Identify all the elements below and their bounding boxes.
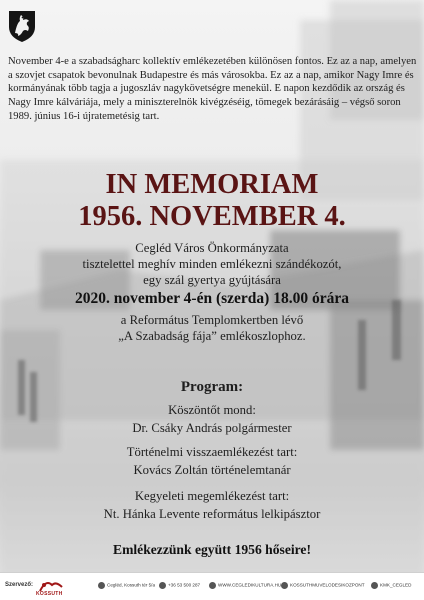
event-place-line-2: „A Szabadság fája” emlékoszlophoz.: [118, 329, 306, 343]
globe-icon: [209, 582, 216, 589]
program-person: Dr. Csáky András polgármester: [132, 421, 292, 435]
footer-bar: [0, 572, 424, 600]
event-place-line-1: a Református Templomkertben lévő: [120, 313, 304, 327]
title-line-1: IN MEMORIAM: [105, 169, 319, 200]
footer-instagram[interactable]: [371, 582, 411, 589]
instagram-icon: [371, 582, 378, 589]
facebook-text: KOSSUTHMUVELODESIKOZPONT: [290, 582, 365, 588]
intro-paragraph: November 4-e a szabadságharc kollektív emlékezetében különösen fontos. Ez az a nap, amelyen a szovjet csapatok bevonulnak Budapestre és más városokba. Ez az a nap, amikor Nagy Imre és kormányának több tagja a jugoszláv nagykövetségre menekül. E napon kezdődik az ország és Nagy Imre kálváriája, mely a miniszterelnök kivégzéséig, tömegek bezárásáig – végső soron 1989. június 16-i újratemetésig tart.: [8, 56, 417, 122]
title-line-2: 1956. NOVEMBER 4.: [78, 201, 346, 232]
facebook-icon: [281, 582, 288, 589]
event-date-time: 2020. november 4-én (szerda) 18.00 órára: [75, 290, 349, 307]
website-text: WWW.CEGLEDIKULTURA.HU: [218, 582, 282, 588]
phone-text: +36 53 500 287: [168, 582, 201, 588]
program-role: Történelmi visszaemlékezést tart:: [126, 445, 298, 459]
instagram-text: KMK_CEGLED: [380, 582, 412, 588]
organizer-line: Cegléd Város Önkormányzata: [135, 241, 289, 255]
city-crest-icon: [7, 9, 37, 43]
program-role: Kegyeleti megemlékezést tart:: [134, 489, 290, 503]
address-text: Cegléd, Kossuth tér 5/a: [107, 582, 156, 588]
program-role: Köszöntőt mond:: [168, 403, 256, 417]
footer-phone[interactable]: [159, 582, 200, 589]
program-person: Nt. Hánka Levente református lelkipásztor: [103, 507, 321, 521]
footer-address: [98, 582, 155, 589]
candle-line: egy szál gyertya gyújtására: [143, 273, 281, 287]
location-pin-icon: [98, 582, 105, 589]
phone-icon: [159, 582, 166, 589]
organizer-label: Szervező:: [5, 582, 34, 588]
program-heading: Program:: [180, 379, 244, 395]
program-person: Kovács Zoltán történelemtanár: [133, 463, 291, 477]
kossuth-logo-text: KOSSUTH: [36, 591, 63, 597]
invitation-line: tisztelettel meghív minden emlékezni szándékozót,: [82, 257, 342, 271]
closing-line: Emlékezzünk együtt 1956 hőseire!: [113, 542, 311, 557]
footer-facebook[interactable]: [281, 582, 365, 589]
footer-website[interactable]: [209, 582, 281, 589]
